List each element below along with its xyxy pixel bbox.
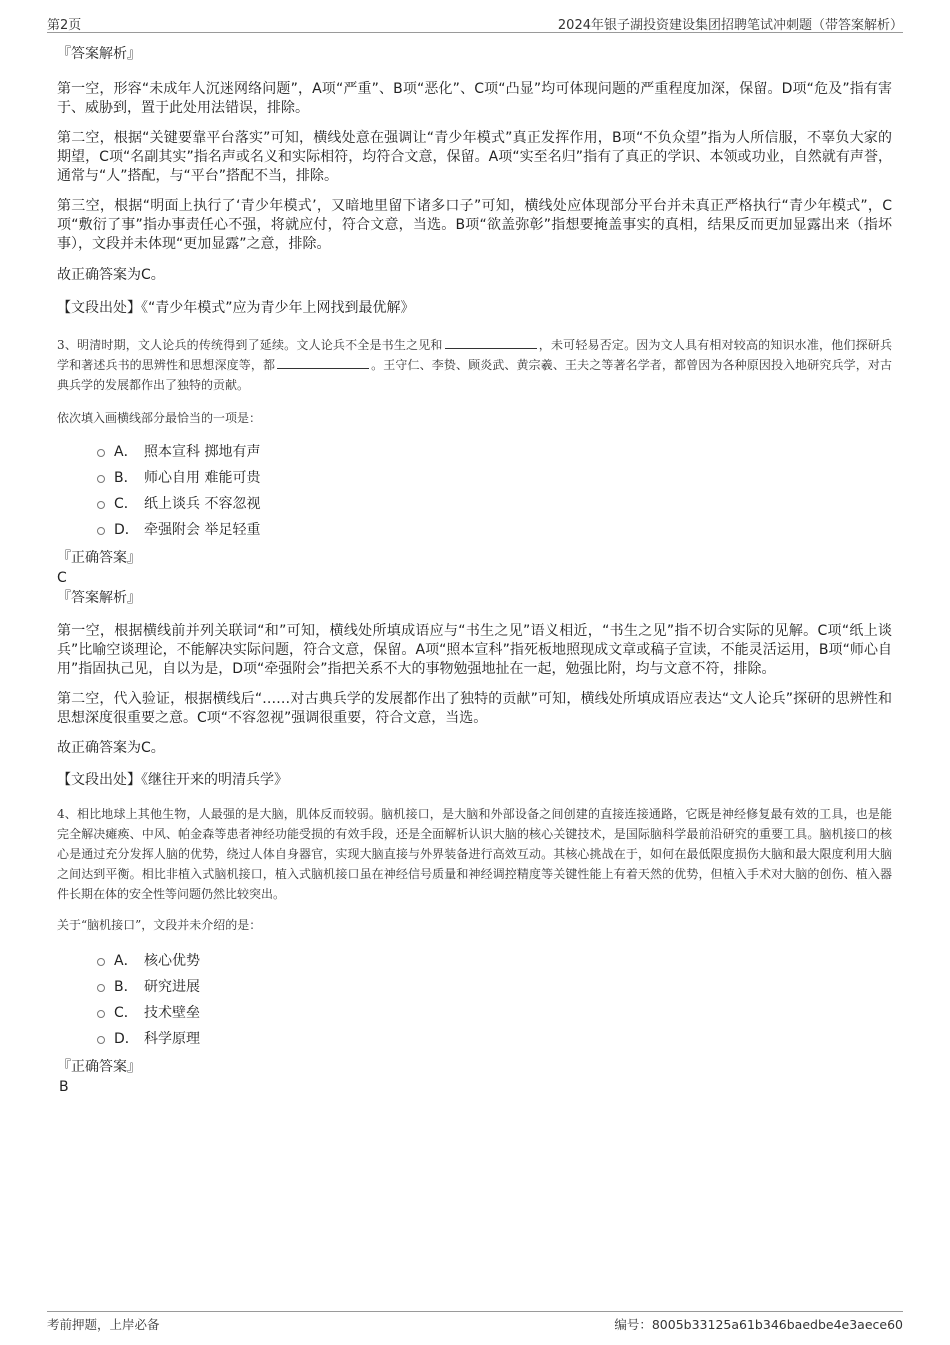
q3-prompt: 依次填入画横线部分最恰当的一项是： — [57, 411, 262, 425]
q3-option-d[interactable]: D． 牵强附会 举足轻重 — [97, 516, 892, 542]
q2-analysis-p3: 第三空，根据“明面上执行了‘青少年模式’，又暗地里留下诸多口子”可知，横线处应体现部分平台并未真正严格执行“青少年模式”，C项“敷衍了事”指办事责任心不强，将就应付，符合文意，当选。B项“欲盖弥彰”指想要掩盖事实的真相，结果反而更加显露出来（指坏事），文段并未体现“更加显露”之意，排除。 — [57, 198, 892, 252]
page-number: 第2页 — [47, 18, 82, 33]
q2-analysis-label: 『答案解析』 — [57, 46, 141, 62]
blank-1 — [445, 336, 537, 349]
q4-stem: 4、相比地球上其他生物，人最强的是大脑，肌体反而较弱。脑机接口，是大脑和外部设备之间创建的直接连接通路，它既是神经修复最有效的工具，也是能完全解决瘫痪、中风、帕金森等患者神经功能受损的有效手段，还是全面解析认识大脑的核心关键技术，是国际脑科学最前沿研究的重要工具。脑机接口的核心是通过充分发挥人脑的优势，绕过人体自身器官，实现大脑直接与外界装备进行高效互动。其核心挑战在于，如何在最低限度损伤大脑和最大限度利用大脑之间达到平衡。相比非植入式脑机接口，植入式脑机接口虽在神经信号质量和神经调控精度等关键性能上有着天然的优势，但植入手术对大脑的创伤、植入器件长期在体的安全性等问题仍然比较突出。 — [57, 807, 892, 901]
q4-answer-label: 『正确答案』 — [57, 1059, 141, 1075]
radio-icon[interactable] — [97, 501, 105, 509]
q3-option-c[interactable]: C． 纸上谈兵 不容忽视 — [97, 490, 892, 516]
q3-options — [97, 438, 892, 542]
q4-option-a[interactable]: A． 核心优势 — [97, 947, 892, 973]
q2-conclusion: 故正确答案为C。 — [57, 267, 165, 283]
q4-option-b[interactable]: B． 研究进展 — [97, 973, 892, 999]
page-content — [57, 44, 892, 1097]
q3-analysis-label: 『答案解析』 — [57, 590, 141, 606]
page-footer — [47, 1311, 903, 1333]
q3-analysis-p2: 第二空，代入验证，根据横线后“……对古典兵学的发展都作出了独特的贡献”可知，横线处所填成语应表达“文人论兵”探研的思辨性和思想深度很重要之意。C项“不容忽视”强调很重要，符合文意，当选。 — [57, 691, 892, 726]
page-header — [47, 14, 903, 33]
q2-source: 【文段出处】《“青少年模式”应为青少年上网找到最优解》 — [57, 300, 415, 316]
document-id: 编号：8005b33125a61b346baedbe4e3aece60 — [614, 1317, 903, 1332]
radio-icon[interactable] — [97, 449, 105, 457]
radio-icon[interactable] — [97, 527, 105, 535]
blank-2 — [277, 356, 369, 369]
q4-prompt: 关于“脑机接口”，文段并未介绍的是： — [57, 918, 262, 932]
q3-analysis-p1: 第一空，根据横线前并列关联词“和”可知，横线处所填成语应与“书生之见”语义相近，“书生之见”指不切合实际的见解。C项“纸上谈兵”比喻空谈理论，不能解决实际问题，符合文意，保留。A项“照本宣科”指死板地照现成文章或稿子宣读，不能灵活运用，B项“师心自用”指固执己见，自以为是，D项“牵强附会”指把关系不大的事物勉强地扯在一起，勉强比附，均与文意不符，排除。 — [57, 623, 892, 677]
q4-answer: B — [59, 1079, 69, 1095]
radio-icon[interactable] — [97, 1036, 105, 1044]
document-title: 2024年银子湖投资建设集团招聘笔试冲刺题（带答案解析） — [557, 18, 903, 33]
q3-option-a[interactable]: A． 照本宣科 掷地有声 — [97, 438, 892, 464]
q4-options — [97, 947, 892, 1051]
q3-conclusion: 故正确答案为C。 — [57, 740, 165, 756]
footer-slogan: 考前押题，上岸必备 — [47, 1317, 160, 1332]
q3-answer-label: 『正确答案』 — [57, 550, 141, 566]
q2-analysis-p1: 第一空，形容“未成年人沉迷网络问题”，A项“严重”、B项“恶化”、C项“凸显”均可体现问题的严重程度加深，保留。D项“危及”指有害于、威胁到，置于此处用法错误，排除。 — [57, 81, 892, 116]
q3-stem: 3、明清时期，文人论兵的传统得到了延续。文人论兵不全是书生之见和 ，未可轻易否定。因为文人具有相对较高的知识水准，他们探研兵学和著述兵书的思辨性和思想深度等，都 。王守仁、李贽、顾炎武、黄宗羲、王夫之等著名学者，都曾因为各种原因投入地研究兵学，对古典兵学的发展都作出了独特的贡献。 — [57, 338, 892, 392]
q3-option-b[interactable]: B． 师心自用 难能可贵 — [97, 464, 892, 490]
q3-answer: C — [57, 570, 67, 586]
radio-icon[interactable] — [97, 958, 105, 966]
radio-icon[interactable] — [97, 984, 105, 992]
radio-icon[interactable] — [97, 1010, 105, 1018]
q4-option-d[interactable]: D． 科学原理 — [97, 1025, 892, 1051]
q4-option-c[interactable]: C． 技术壁垒 — [97, 999, 892, 1025]
radio-icon[interactable] — [97, 475, 105, 483]
q2-analysis-p2: 第二空，根据“关键要靠平台落实”可知，横线处意在强调让“青少年模式”真正发挥作用，B项“不负众望”指为人所信服，不辜负大家的期望，C项“名副其实”指名声或名义和实际相符，均符合文意，保留。A项“实至名归”指有了真正的学识、本领或功业，自然就有声誉，通常与“人”搭配，与“平台”搭配不当，排除。 — [57, 130, 892, 184]
q3-source: 【文段出处】《继往开来的明清兵学》 — [57, 772, 288, 788]
